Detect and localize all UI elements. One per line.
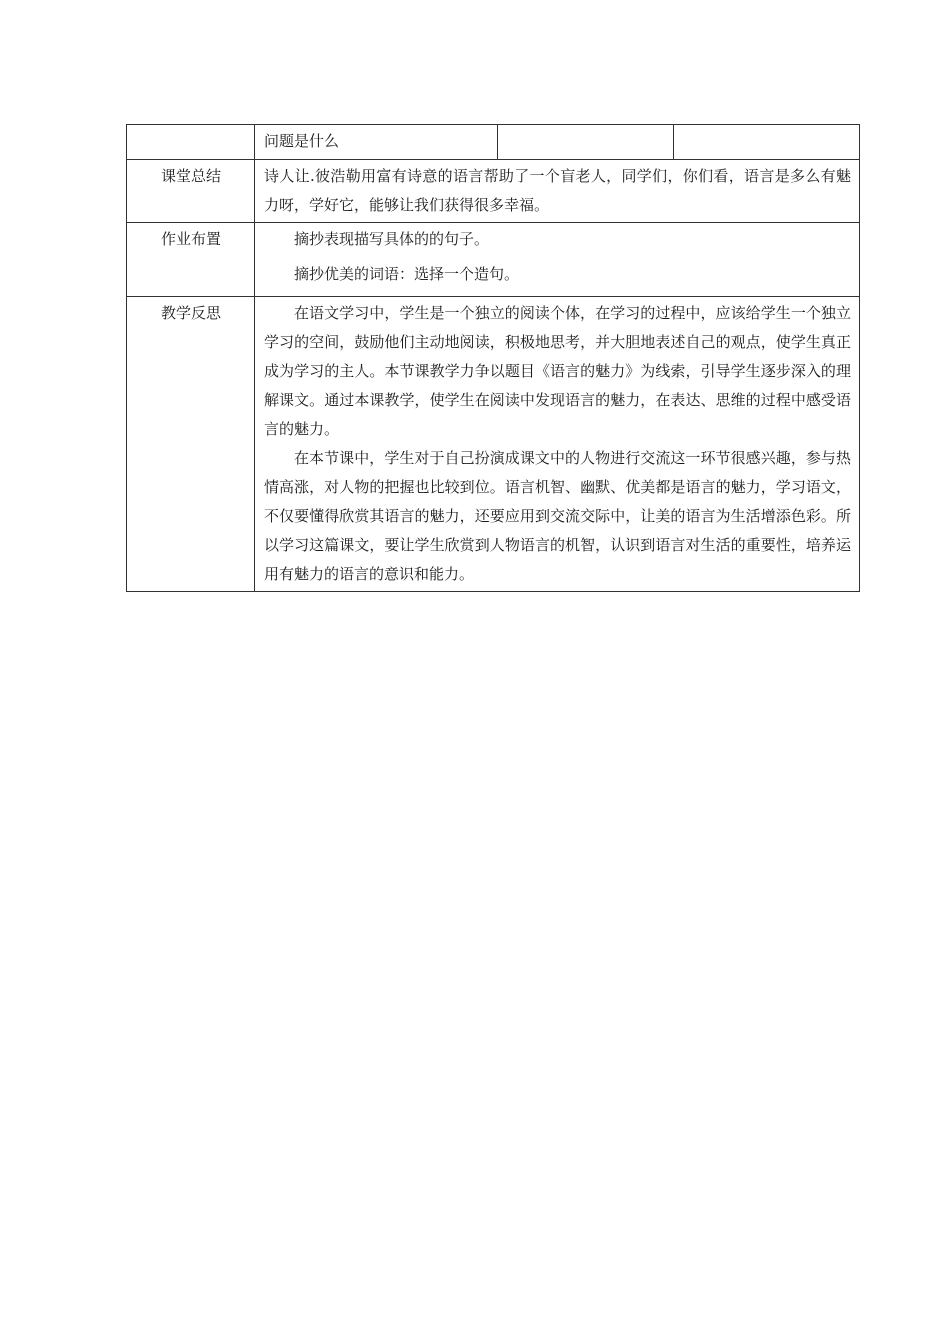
homework-item: 摘抄表现描写具体的的句子。	[294, 230, 490, 248]
summary-label: 课堂总结	[127, 160, 255, 223]
question-row	[127, 125, 860, 160]
empty-cell	[674, 125, 860, 160]
reflection-cell	[255, 297, 860, 592]
homework-row	[127, 223, 860, 297]
lesson-plan-table	[126, 124, 860, 592]
summary-cell	[255, 160, 860, 223]
summary-text: 诗人让.彼浩勒用富有诗意的语言帮助了一个盲老人，同学们，你们看，语言是多么有魅力呀，学好它，能够让我们获得很多幸福。	[264, 167, 851, 214]
homework-cell	[255, 223, 860, 297]
reflection-row	[127, 297, 860, 592]
homework-item: 摘抄优美的词语：选择一个造句。	[294, 265, 520, 283]
empty-cell	[498, 125, 674, 160]
question-label-cell	[127, 125, 255, 160]
question-text: 问题是什么	[264, 132, 340, 150]
question-text-cell	[255, 125, 498, 160]
reflection-label: 教学反思	[127, 297, 255, 592]
reflection-paragraph: 在语文学习中，学生是一个独立的阅读个体，在学习的过程中，应该给学生一个独立学习的空间，鼓励他们主动地阅读，积极地思考，并大胆地表述自己的观点，使学生真正成为学习的主人。本节课教学力争以题目《语言的魅力》为线索，引导学生逐步深入的理解课文。通过本课教学，使学生在阅读中发现语言的魅力，在表达、思维的过程中感受语言的魅力。	[264, 304, 851, 438]
summary-row	[127, 160, 860, 223]
reflection-paragraph: 在本节课中，学生对于自己扮演成课文中的人物进行交流这一环节很感兴趣，参与热情高涨，对人物的把握也比较到位。语言机智、幽默、优美都是语言的魅力，学习语文，不仅要懂得欣赏其语言的魅力，还要应用到交流交际中，让美的语言为生活增添色彩。所以学习这篇课文，要让学生欣赏到人物语言的机智，认识到语言对生活的重要性，培养运用有魅力的语言的意识和能力。	[264, 449, 851, 583]
homework-label: 作业布置	[127, 223, 255, 297]
